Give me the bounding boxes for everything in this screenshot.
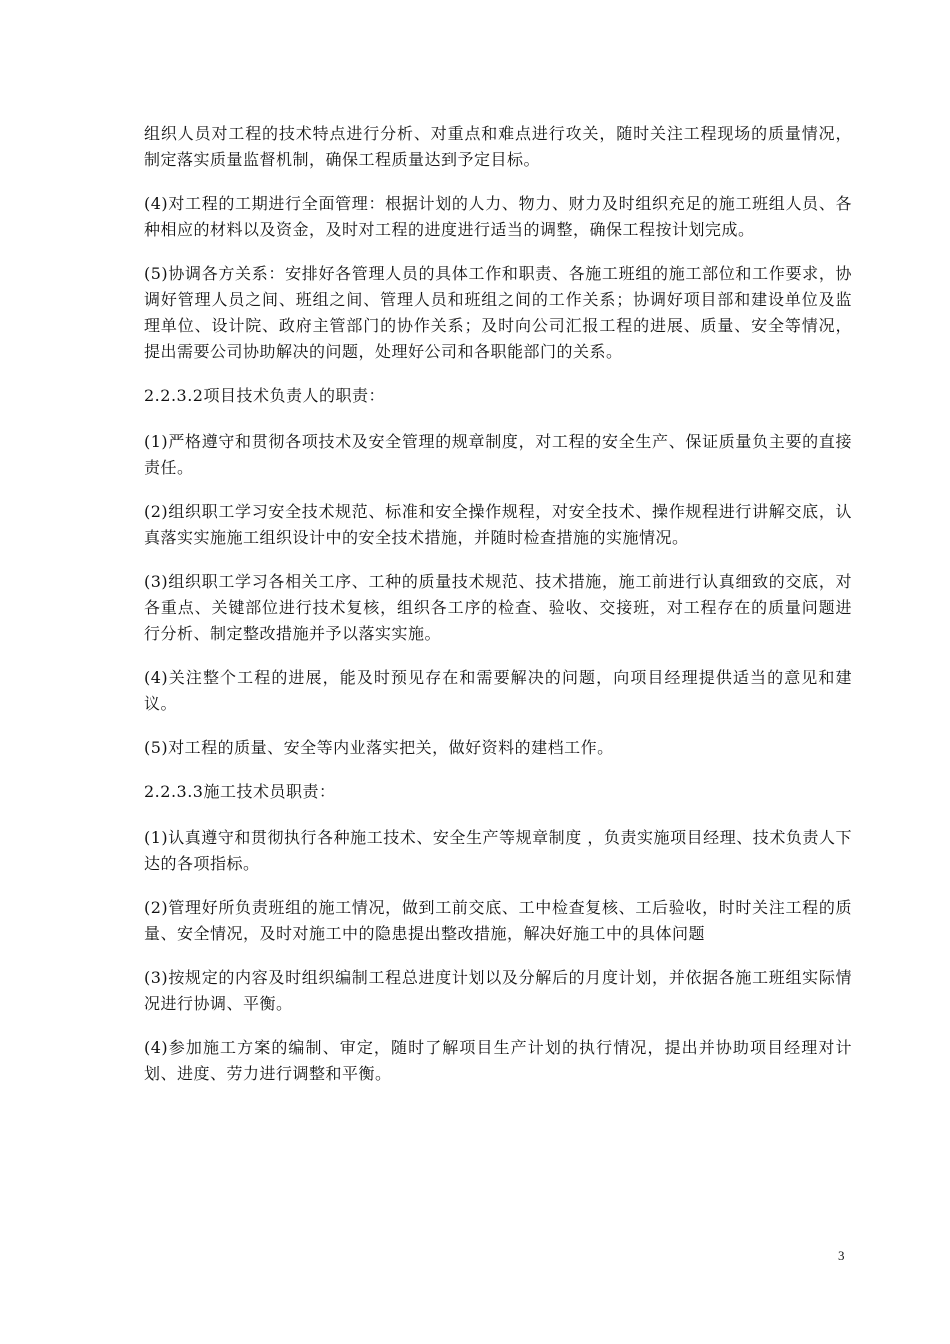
paragraph-tech-lead-3: (3)组织职工学习各相关工序、工种的质量技术规范、技术措施，施工前进行认真细致的交底，对各重点、关键部位进行技术复核，组织各工序的检查、验收、交接班，对工程存在的质量问题进行分析、制定整改措施并予以落实实施。 <box>144 572 852 643</box>
paragraph-technician-3: (3)按规定的内容及时组织编制工程总进度计划以及分解后的月度计划，并依据各施工班组实际情况进行协调、平衡。 <box>144 968 852 1013</box>
section-heading-technician: 2.2.3.3施工技术员职责： <box>144 782 336 801</box>
paragraph-tech-lead-4: (4)关注整个工程的进展，能及时预见存在和需要解决的问题，向项目经理提供适当的意见和建议。 <box>144 668 852 713</box>
paragraph-tech-lead-1: (1)严格遵守和贯彻各项技术及安全管理的规章制度，对工程的安全生产、保证质量负主要的直接责任。 <box>144 432 852 477</box>
paragraph-tech-lead-2: (2)组织职工学习安全技术规范、标准和安全操作规程，对安全技术、操作规程进行讲解交底，认真落实实施施工组织设计中的安全技术措施，并随时检查措施的实施情况。 <box>144 502 852 547</box>
paragraph-technician-4: (4)参加施工方案的编制、审定，随时了解项目生产计划的执行情况，提出并协助项目经理对计划、进度、劳力进行调整和平衡。 <box>144 1038 852 1083</box>
paragraph-tech-lead-5: (5)对工程的质量、安全等内业落实把关，做好资料的建档工作。 <box>144 738 614 757</box>
paragraph-coordination: (5)协调各方关系：安排好各管理人员的具体工作和职责、各施工班组的施工部位和工作要求，协调好管理人员之间、班组之间、管理人员和班组之间的工作关系；协调好项目部和建设单位及监理单位、设计院、政府主管部门的协作关系；及时向公司汇报工程的进展、质量、安全等情况，提出需要公司协助解决的问题，处理好公司和各职能部门的关系。 <box>144 264 852 361</box>
document-body <box>144 121 852 1105</box>
paragraph-schedule-management: (4)对工程的工期进行全面管理：根据计划的人力、物力、财力及时组织充足的施工班组人员、各种相应的材料以及资金，及时对工程的进度进行适当的调整，确保工程按计划完成。 <box>144 194 852 239</box>
paragraph-quality-control: 组织人员对工程的技术特点进行分析、对重点和难点进行攻关，随时关注工程现场的质量情况，制定落实质量监督机制，确保工程质量达到予定目标。 <box>144 124 852 169</box>
section-heading-tech-lead: 2.2.3.2项目技术负责人的职责： <box>144 386 385 405</box>
paragraph-technician-1: (1)认真遵守和贯彻执行各种施工技术、安全生产等规章制度 ，负责实施项目经理、技术负责人下达的各项指标。 <box>144 828 852 873</box>
paragraph-technician-2: (2)管理好所负责班组的施工情况，做到工前交底、工中检查复核、工后验收，时时关注工程的质量、安全情况，及时对施工中的隐患提出整改措施，解决好施工中的具体问题 <box>144 898 852 943</box>
page-number: 3 <box>838 1248 845 1263</box>
